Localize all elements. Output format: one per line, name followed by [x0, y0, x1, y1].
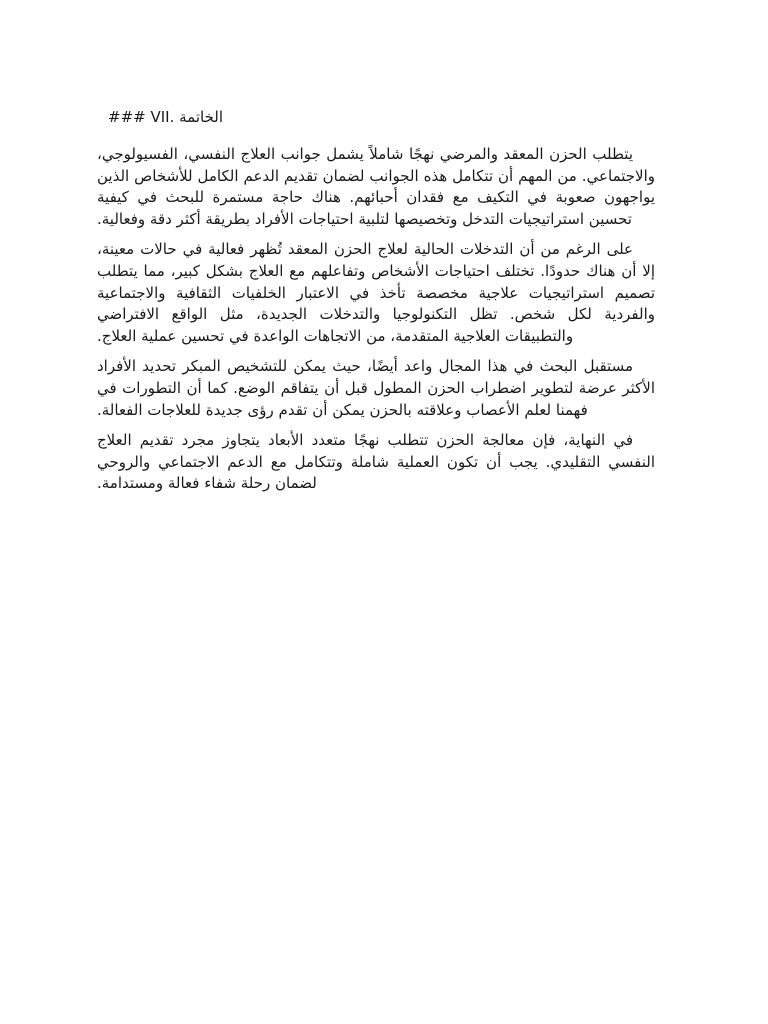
paragraph-2: على الرغم من أن التدخلات الحالية لعلاج الحزن المعقد تُظهر فعالية في حالات معينة، إلا أن هناك حدودًا. تختلف احتياجات الأشخاص وتفاعلهم مع العلاج بشكل كبير، مما يتطلب تصميم استراتيجيات علاجية مخصصة تأخذ في الاعتبار الخلفيات الثقافية والاجتماعية والفردية لكل شخص. تظل التكنولوجيا والتدخلات الجديدة، مثل الواقع الافتراضي والتطبيقات العلاجية المتقدمة، من الاتجاهات الواعدة في تحسين عملية العلاج. — [97, 240, 655, 345]
paragraph-1: يتطلب الحزن المعقد والمرضي نهجًا شاملاً يشمل جوانب العلاج النفسي، الفسيولوجي، والاجتماعي. من المهم أن تتكامل هذه الجوانب لضمان تقديم الدعم الكامل للأشخاص الذين يواجهون صعوبة في التكيف مع فقدان أحبائهم. هناك حاجة مستمرة للبحث في كيفية تحسين استراتيجيات التدخل وتخصيصها لتلبية احتياجات الأفراد بطريقة أكثر دقة وفعالية. — [97, 145, 655, 228]
paragraph-4: في النهاية، فإن معالجة الحزن تتطلب نهجًا متعدد الأبعاد يتجاوز مجرد تقديم العلاج النفسي التقليدي. يجب أن تكون العملية شاملة وتتكامل مع الدعم الاجتماعي والروحي لضمان رحلة شفاء فعالة ومستدامة. — [97, 431, 655, 493]
paragraph-3: مستقبل البحث في هذا المجال واعد أيضًا، حيث يمكن للتشخيص المبكر تحديد الأفراد الأكثر عرضة لتطوير اضطراب الحزن المطول قبل أن يتفاقم الوضع. كما أن التطورات في فهمنا لعلم الأعصاب وعلاقته بالحزن يمكن أن تقدم رؤى جديدة للعلاجات الفعالة. — [97, 357, 655, 419]
section-heading: ### VII. الخاتمة — [108, 108, 224, 126]
text-block — [97, 106, 655, 504]
